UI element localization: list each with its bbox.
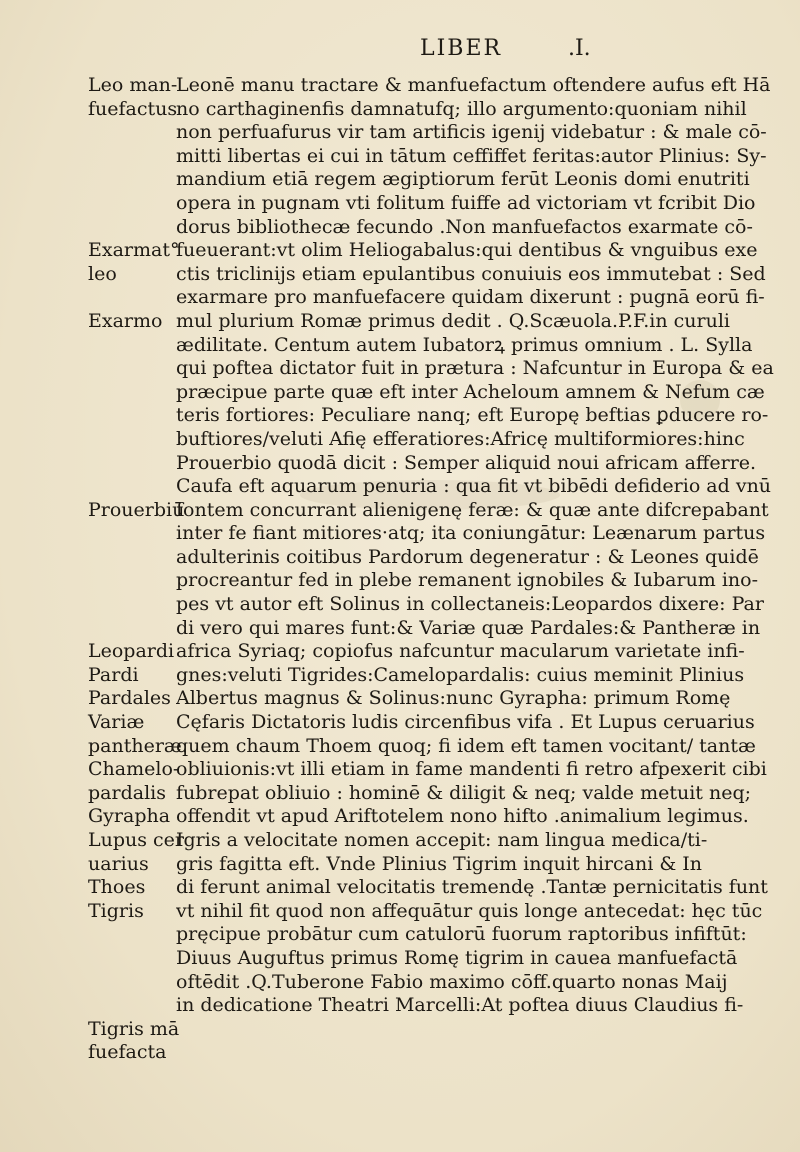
margin-note: Exarmat°: [88, 239, 180, 262]
text-line: Leonē manu tractare & manfuefactum oftendere aufus eft Hā: [176, 74, 771, 96]
text-line: ctis triclinijs etiam epulantibus conuiuis eos immutebat : Sed: [176, 262, 766, 285]
text-line: inter fe fiant mitiores·atq; ita coniungātur: Leænarum partus: [176, 522, 766, 545]
text-line: non perfuafurus vir tam artificis igenij videbatur : & male cō-: [176, 121, 767, 144]
text-line: exarmare pro manfuefacere quidam dixerunt : pugnā eorū fi-: [176, 286, 765, 309]
text-line: fueuerant:vt olim Heliogabalus:qui dentibus & vnguibus exe: [176, 239, 758, 262]
margin-note: Pardales: [88, 687, 171, 710]
text-line: Prouerbio quodā dicit : Semper aliquid noui africam afferre.: [176, 451, 757, 474]
book-number: .I.: [568, 36, 591, 61]
text-line: Albertus magnus & Solinus:nunc Gyrapha: primum Romę: [176, 687, 731, 710]
page-header: [0, 36, 800, 66]
text-line: mitti libertas ei cui in tātum ceffiffet feritas:autor Plinius: Sy-: [176, 144, 767, 167]
text-line: mul plurium Romæ primus dedit . Q.Scæuola.P.F.in curuli: [176, 309, 730, 332]
text-line: fubrepat obliuio : hominē & diligit & neq; valde metuit neq;: [176, 781, 752, 804]
margin-note: fuefactus: [88, 97, 178, 120]
margin-note: Tigris: [88, 899, 144, 922]
text-line: obliuionis:vt illi etiam in fame mandenti fi retro afpexerit cibi: [176, 758, 767, 781]
text-line: oftēdit .Q.Tuberone Fabio maximo cōff.quarto nonas Maij: [176, 970, 728, 993]
margin-note: Thoes: [88, 876, 146, 899]
text-line: no carthaginenfis damnatufq; illo argumento:quoniam nihil: [176, 97, 747, 120]
main-text: [176, 74, 784, 1018]
text-line: in dedicatione Theatri Marcelli:At poftea diuus Claudius fi-: [176, 994, 744, 1017]
text-line: buftiores/veluti Afię efferatiores:Africę multiformiores:hinc: [176, 427, 745, 450]
text-line: gnes:veluti Tigrides:Camelopardalis: cuius meminit Plinius: [176, 663, 745, 686]
margin-note: Leo man-: [88, 74, 178, 96]
margin-note: leo: [88, 262, 117, 285]
text-line: dorus bibliothecæ fecundo .Non manfuefactos exarmate cō-: [176, 215, 753, 238]
text-line: vt nihil fit quod non affequātur quis longe antecedat: hęc tūc: [176, 899, 763, 922]
text-line: opera in pugnam vti folitum fuiffe ad victoriam vt fcribit Dio: [176, 191, 756, 214]
text-line: præcipue parte quæ eft inter Acheloum amnem & Nefum cæ: [176, 380, 765, 403]
margin-note: pantheræ.: [88, 734, 188, 757]
text-line: Caufa eft aquarum penuria : qua fit vt bibēdi defiderio ad vnū: [176, 475, 772, 498]
text-line: adulterinis coitibus Pardorum degeneratur : & Leones quidē: [176, 545, 759, 568]
running-title: LIBER: [420, 36, 503, 61]
text-line: ædilitate. Centum autem Iubatorꝝ primus omnium . L. Sylla: [176, 333, 753, 356]
margin-note: fuefacta: [88, 1041, 167, 1064]
text-line: qui poftea dictator fuit in prætura : Nafcuntur in Europa & ea: [176, 357, 774, 380]
margin-note: Tigris mā: [88, 1017, 180, 1040]
text-line: mandium etiā regem ægiptiorum ferūt Leonis domi enutriti: [176, 168, 750, 191]
margin-note: pardalis: [88, 781, 166, 804]
text-line: africa Syriaq; copiofus nafcuntur macularum varietate infi-: [176, 640, 745, 663]
margin-note: [88, 1065, 198, 1089]
margin-note: Variæ: [88, 711, 145, 734]
margin-note: Lupus cer: [88, 829, 185, 851]
text-line: Cęfaris Dictatoris ludis circenfibus vifa . Et Lupus ceruarius: [176, 711, 755, 734]
margin-note: Gyrapha: [88, 805, 171, 828]
margin-note: Leopardi: [88, 640, 175, 663]
text-line: fontem concurrant alienigenę feræ: & quæ ante difcrepabant: [176, 498, 769, 521]
margin-note: Prouerbiū: [88, 498, 185, 521]
text-line: di vero qui mares funt:& Variæ quæ Pardales:& Pantheræ in: [176, 616, 761, 639]
text-line: procreantur fed in plebe remanent ignobiles & Iubarum ino-: [176, 569, 759, 592]
text-line: pręcipue probātur cum catulorū fuorum raptoribus infiftūt:: [176, 923, 747, 946]
text-line: pes vt autor eft Solinus in collectaneis:Leopardos dixere: Par: [176, 593, 764, 616]
text-line: offendit vt apud Ariftotelem nono hifto .animalium legimus.: [176, 805, 749, 828]
text-line: Igris a velocitate nomen accepit: nam lingua medica/ti-: [176, 829, 708, 851]
margin-note: Chamelo-: [88, 758, 180, 781]
text-line: teris fortiores: Peculiare nanq; eft Europę beftias ꝑducere ro-: [176, 404, 769, 427]
margin-note: Pardi: [88, 663, 139, 686]
text-line: gris fagitta eft. Vnde Plinius Tigrim inquit hircani & In: [176, 852, 703, 875]
margin-note: Exarmo: [88, 309, 163, 332]
text-line: Diuus Auguftus primus Romę tigrim in cauea manfuefactā: [176, 946, 738, 969]
margin-note: uarius: [88, 852, 149, 875]
text-line: di ferunt animal velocitatis tremendę .Tantæ pernicitatis funt: [176, 876, 768, 899]
text-line: quem chaum Thoem quoq; fi idem eft tamen vocitant/ tantæ: [176, 734, 756, 757]
